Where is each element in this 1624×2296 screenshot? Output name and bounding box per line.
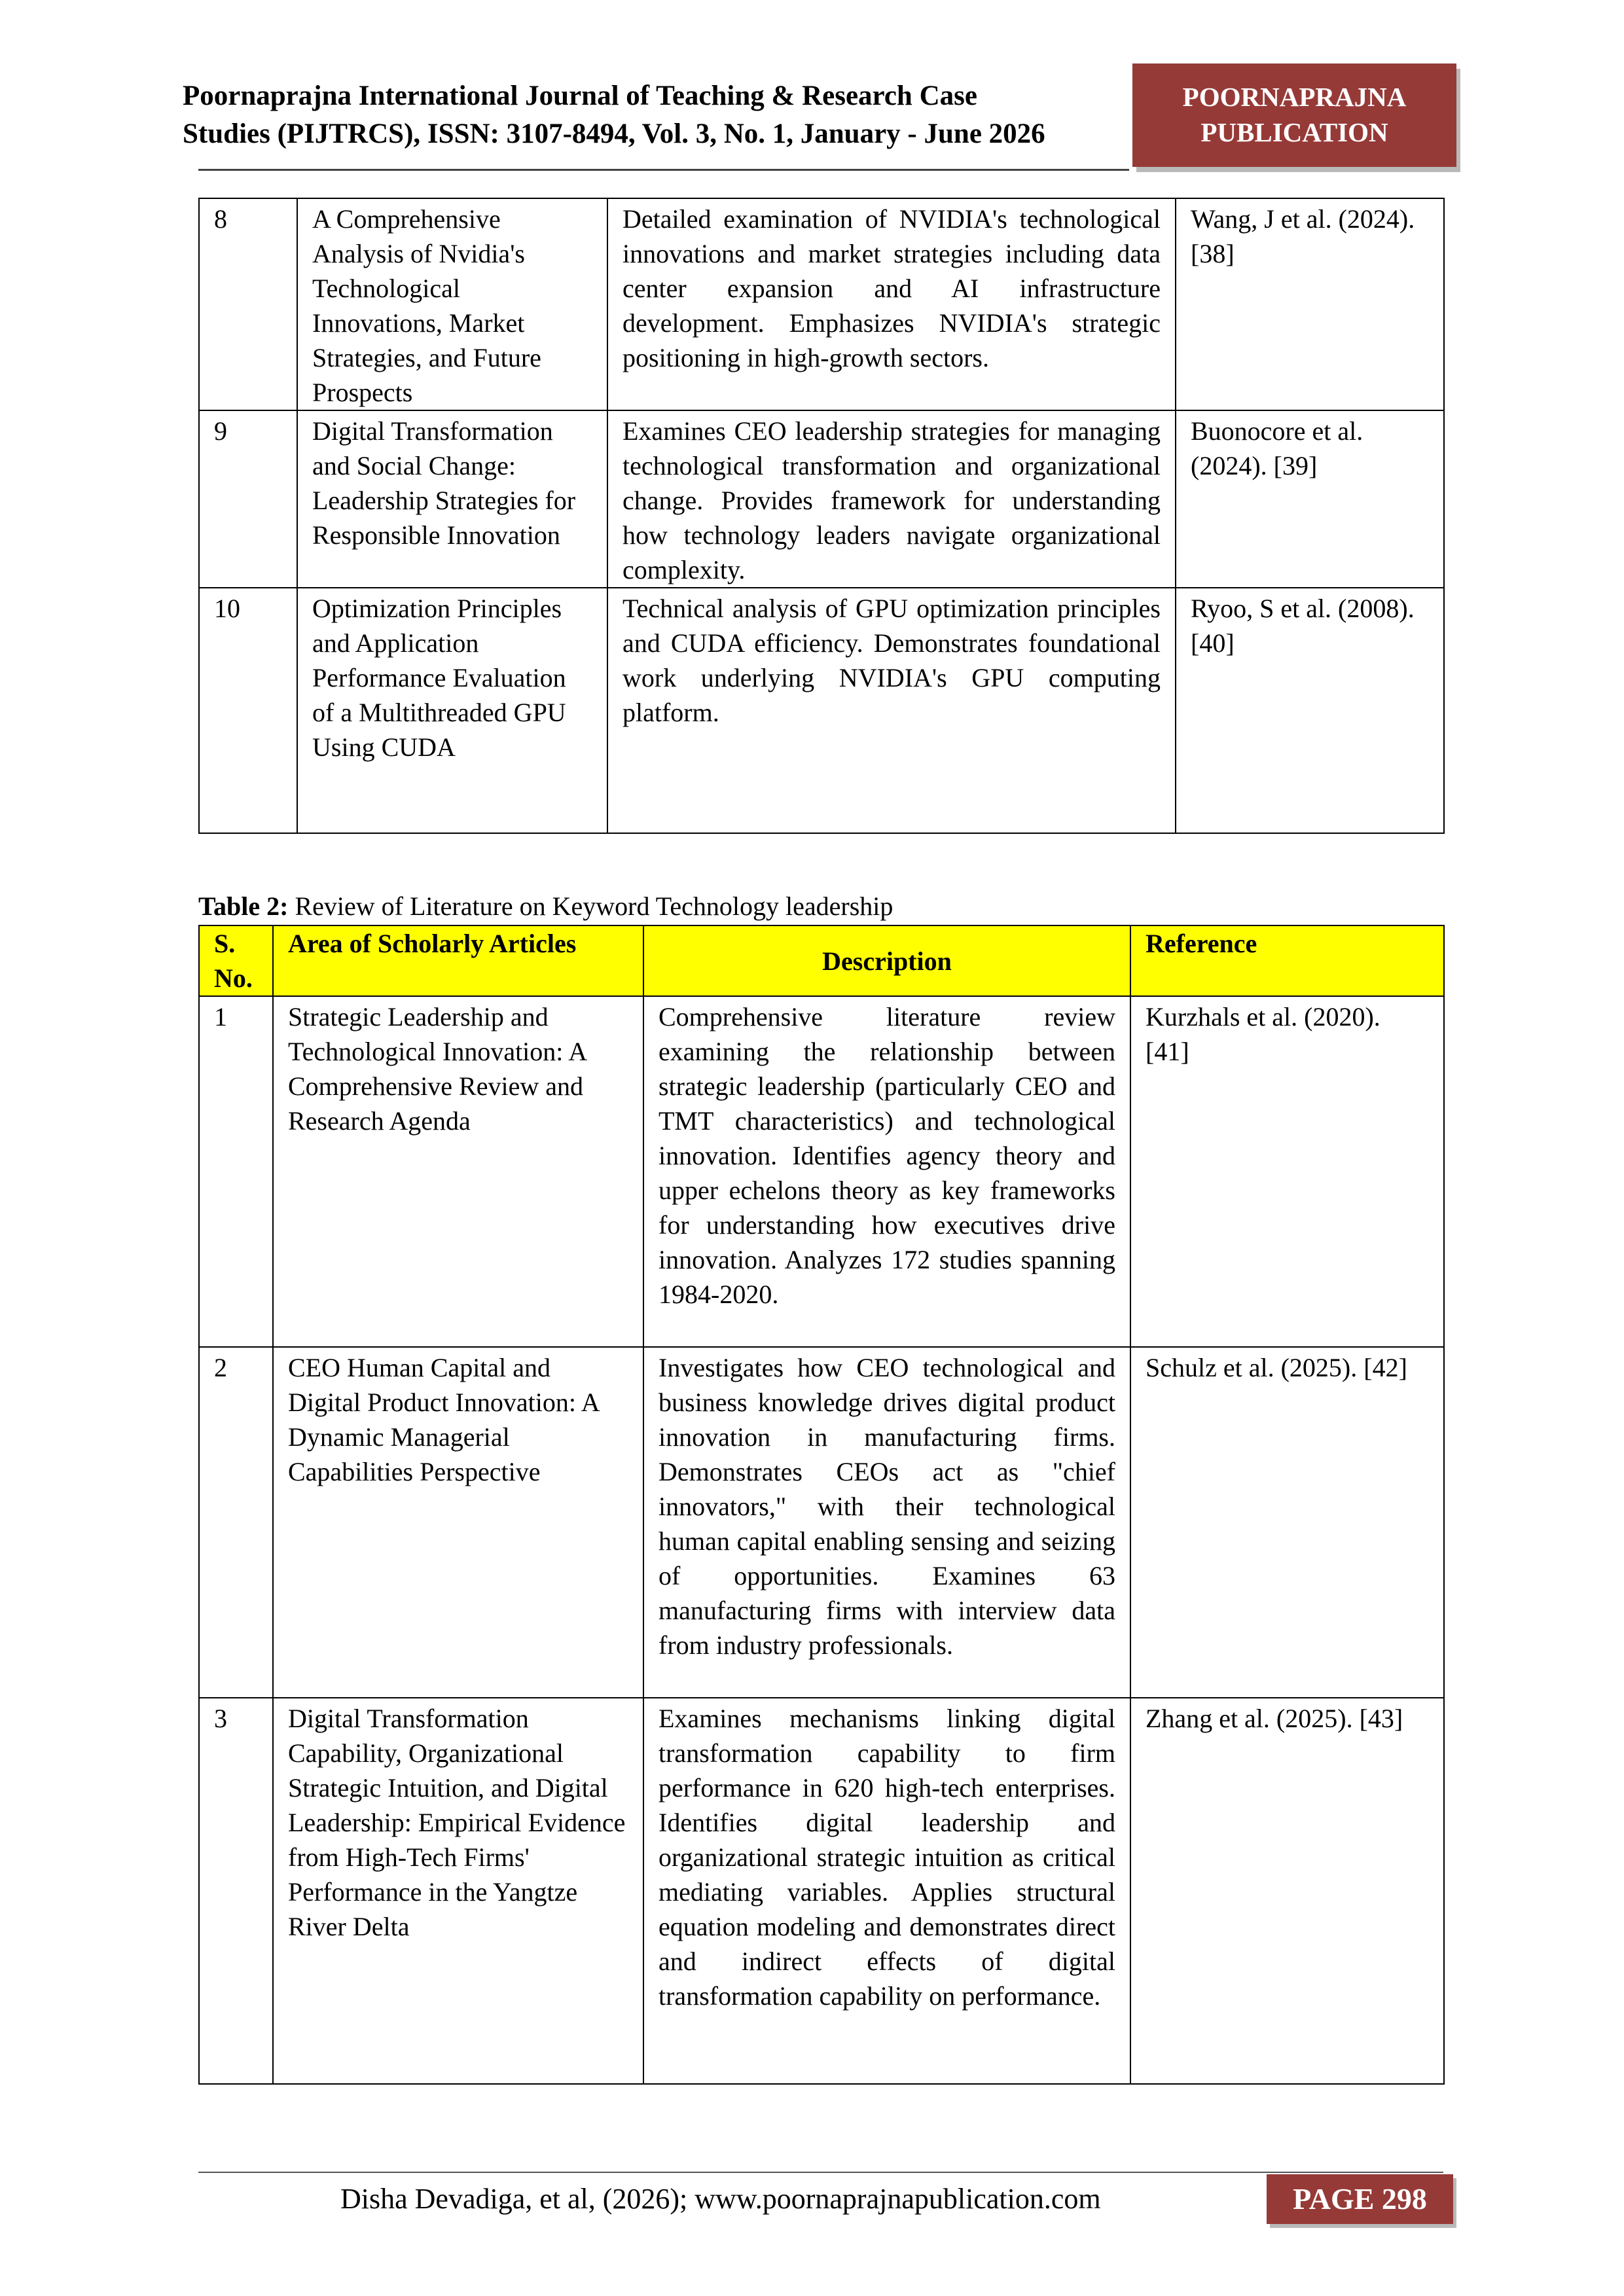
header-divider (198, 169, 1129, 171)
article-reference: Wang, J et al. (2024). [38] (1176, 198, 1444, 410)
article-description: Examines CEO leadership strategies for managing technological transformation and organizational change. Provides framework for understanding how technology leaders navigate organizational complexity. (607, 410, 1176, 588)
table-caption-text: Review of Literature on Keyword Technology leadership (288, 891, 893, 921)
table-row (199, 1698, 1444, 2084)
publisher-badge-line1: POORNAPRAJNA (1182, 82, 1407, 112)
table-caption (198, 888, 893, 925)
article-description: Investigates how CEO technological and business knowledge drives digital product innovation in manufacturing firms. Demonstrates CEOs act as "chief innovators," with their technological human capital enabling sensing and seizing of opportunities. Examines 63 manufacturing firms with interview data from industry professionals. (643, 1347, 1130, 1698)
journal-title-line2: Studies (PIJTRCS), ISSN: 3107-8494, Vol. 3, No. 1, January - June 2026 (183, 118, 1045, 149)
article-description: Technical analysis of GPU optimization principles and CUDA efficiency. Demonstrates foundational work underlying NVIDIA's GPU computing platform. (607, 588, 1176, 833)
column-header-area: Area of Scholarly Articles (273, 925, 643, 996)
footer-divider (198, 2172, 1443, 2173)
article-reference: Ryoo, S et al. (2008). [40] (1176, 588, 1444, 833)
journal-title-line1: Poornaprajna International Journal of Teaching & Research Case (183, 81, 977, 111)
publisher-badge (1132, 63, 1456, 167)
article-reference: Buonocore et al. (2024). [39] (1176, 410, 1444, 588)
publisher-badge-line2: PUBLICATION (1200, 117, 1388, 147)
table-row (199, 588, 1444, 833)
row-number: 3 (199, 1698, 273, 2084)
article-title: A Comprehensive Analysis of Nvidia's Technological Innovations, Market Strategies, and Future Prospects (297, 198, 607, 410)
footer-citation: Disha Devadiga, et al, (2026); www.poornaprajnapublication.com (340, 2183, 1101, 2215)
article-title: Digital Transformation and Social Change: Leadership Strategies for Responsible Innovation (297, 410, 607, 588)
literature-table-continued (198, 198, 1445, 834)
literature-table (198, 925, 1445, 2085)
article-title: Optimization Principles and Application Performance Evaluation of a Multithreaded GPU Using CUDA (297, 588, 607, 833)
table-caption-label: Table 2: (198, 891, 289, 921)
page-number-badge: PAGE 298 (1267, 2174, 1453, 2224)
article-description: Comprehensive literature review examining the relationship between strategic leadership (particularly CEO and TMT characteristics) and technological innovation. Identifies agency theory and upper echelons theory as key frameworks for understanding how executives drive innovation. Analyzes 172 studies spanning 1984-2020. (643, 996, 1130, 1347)
table-row (199, 410, 1444, 588)
column-header-sno: S. No. (199, 925, 273, 996)
article-description: Examines mechanisms linking digital transformation capability to firm performance in 620 high-tech enterprises. Identifies digital leadership and organizational strategic intuition as critical mediating variables. Applies structural equation modeling and demonstrates direct and indirect effects of digital transformation capability on performance. (643, 1698, 1130, 2084)
column-header-description: Description (643, 925, 1130, 996)
row-number: 9 (199, 410, 297, 588)
journal-header (183, 77, 1132, 153)
article-description: Detailed examination of NVIDIA's technological innovations and market strategies including data center expansion and AI infrastructure development. Emphasizes NVIDIA's strategic positioning in high-growth sectors. (607, 198, 1176, 410)
table-row (199, 996, 1444, 1347)
column-header-reference: Reference (1130, 925, 1444, 996)
row-number: 2 (199, 1347, 273, 1698)
row-number: 10 (199, 588, 297, 833)
row-number: 8 (199, 198, 297, 410)
article-title: Strategic Leadership and Technological Innovation: A Comprehensive Review and Research Agenda (273, 996, 643, 1347)
table-header-row (199, 925, 1444, 996)
article-reference: Schulz et al. (2025). [42] (1130, 1347, 1444, 1698)
table-row (199, 198, 1444, 410)
table-row (199, 1347, 1444, 1698)
article-title: Digital Transformation Capability, Organizational Strategic Intuition, and Digital Leadership: Empirical Evidence from High-Tech Firms' Performance in the Yangtze River Delta (273, 1698, 643, 2084)
row-number: 1 (199, 996, 273, 1347)
article-reference: Kurzhals et al. (2020). [41] (1130, 996, 1444, 1347)
article-reference: Zhang et al. (2025). [43] (1130, 1698, 1444, 2084)
article-title: CEO Human Capital and Digital Product Innovation: A Dynamic Managerial Capabilities Perspective (273, 1347, 643, 1698)
